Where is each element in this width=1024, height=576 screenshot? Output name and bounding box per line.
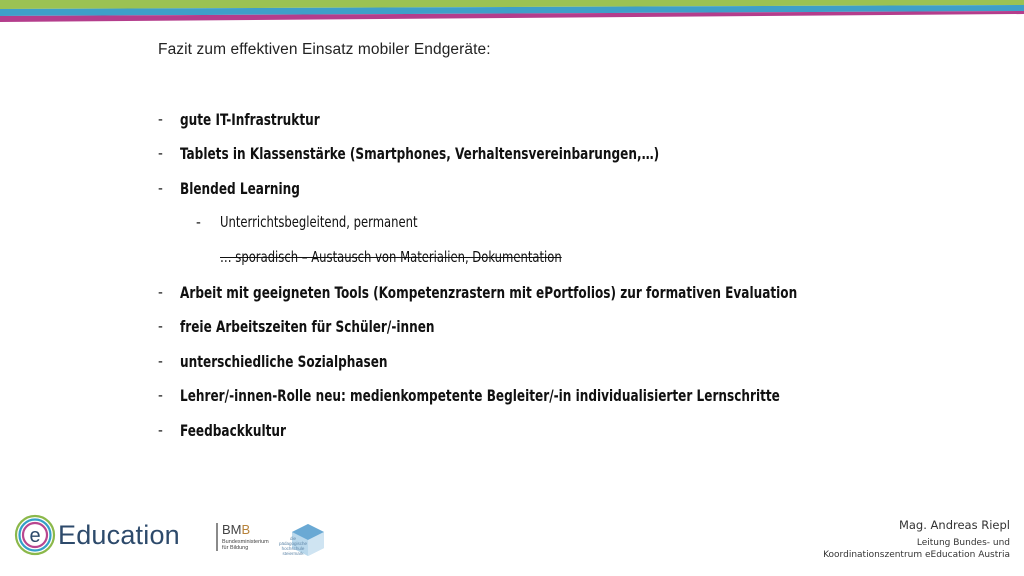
bullet-text: … sporadisch – Austausch von Materialien, Dokumentation [220, 248, 562, 266]
bullet-text: Blended Learning [180, 179, 300, 198]
ph-text-2: hochschule [281, 546, 305, 551]
bmb-subtitle-1: Bundesministerium [222, 539, 269, 545]
presenter-credit [823, 518, 1010, 561]
bullet-item [158, 144, 750, 163]
bullet-item [158, 110, 346, 129]
presenter-name: Mag. Andreas Riepl [898, 518, 1010, 532]
bullet-item [158, 352, 427, 371]
ph-text-3: steiermark [282, 551, 304, 556]
bmb-title [222, 523, 269, 536]
bullet-dash: - [158, 144, 163, 162]
sub-bullet-item [196, 248, 617, 266]
presenter-role-1: Leitung Bundes- und [916, 538, 1010, 548]
bullet-text: Lehrer/-innen-Rolle neu: medienkompetente Begleiter/-in individualisierter Lernschritte [180, 386, 780, 405]
eeducation-rings-icon [14, 514, 56, 556]
bullet-dash: - [158, 283, 163, 301]
bullet-item [158, 283, 915, 302]
bullet-item [158, 421, 306, 440]
bullet-dash: - [158, 421, 163, 439]
bmb-logo [216, 523, 269, 551]
ph-steiermark-logo [276, 522, 326, 563]
bullet-text: Tablets in Klassenstärke (Smartphones, Verhaltensvereinbarungen,…) [180, 144, 660, 163]
sub-bullet-item [196, 213, 450, 231]
bullet-item [158, 386, 894, 405]
bullet-text: freie Arbeitszeiten für Schüler/-innen [180, 317, 435, 336]
ph-text-1: die pädagogische [278, 536, 308, 546]
bullet-dash: - [158, 386, 163, 404]
bmb-subtitle-2: für Bildung [222, 545, 249, 551]
slide-heading: Fazit zum effektiven Einsatz mobiler Endgeräte: [158, 41, 491, 58]
bullet-text: unterschiedliche Sozialphasen [180, 352, 388, 371]
eeducation-logo [14, 514, 180, 556]
bullet-item [158, 317, 483, 336]
bmb-title-prefix: BM [222, 522, 242, 537]
bullet-dash: - [196, 213, 201, 231]
ph-text [276, 536, 310, 556]
bullet-dash: - [158, 352, 163, 370]
bullet-dash: - [158, 317, 163, 335]
presenter-role-2: Koordinationszentrum eEducation Austria [823, 550, 1010, 560]
bullet-text: Feedbackkultur [180, 421, 286, 440]
bmb-title-suffix: B [241, 522, 251, 537]
bullet-text: Unterrichtsbegleitend, permanent [220, 213, 418, 231]
bullet-text: Arbeit mit geeigneten Tools (Kompetenzrastern mit ePortfolios) zur formativen Evaluation [180, 283, 798, 302]
logo-e-letter: e [29, 525, 41, 547]
bullet-item [158, 179, 323, 198]
bullet-text: gute IT-Infrastruktur [180, 110, 320, 129]
logo-wordmark: Education [58, 519, 180, 550]
header-color-stripes [0, 0, 1024, 30]
bullet-dash: - [158, 179, 163, 197]
bullet-dash: - [158, 110, 163, 128]
